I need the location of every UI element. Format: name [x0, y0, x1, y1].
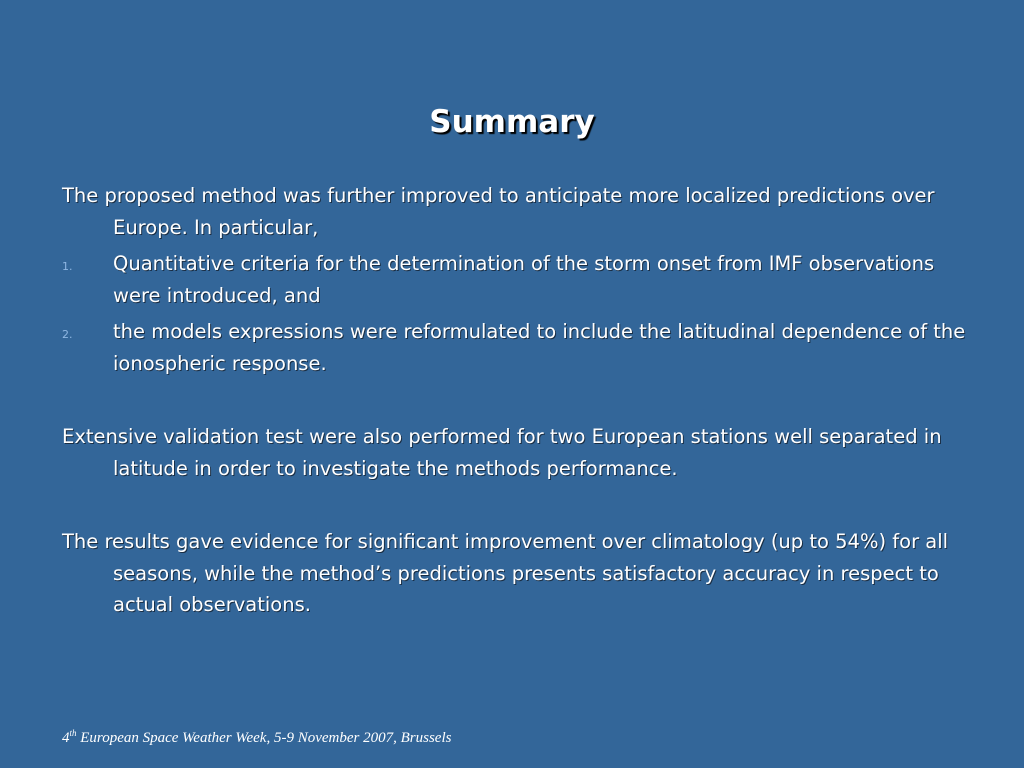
list-number: 2.	[62, 328, 73, 341]
results-paragraph: The results gave evidence for significant improvement over climatology (up to 54%) for all seasons, while the method’s predictions presents satisfactory accuracy in respect to actual observations.	[62, 530, 949, 616]
footer-ordinal-suffix: th	[69, 728, 77, 738]
list-item-text: the models expressions were reformulated to include the latitudinal dependence of the ionospheric response.	[113, 320, 966, 375]
slide-title: Summary	[429, 104, 595, 140]
list-item	[62, 248, 972, 311]
list-item-text: Quantitative criteria for the determination of the storm onset from IMF observations were introduced, and	[113, 252, 935, 307]
list-item	[62, 316, 972, 379]
footer-ordinal-number: 4	[62, 730, 70, 746]
validation-paragraph: Extensive validation test were also performed for two European stations well separated in latitude in order to investigate the methods performance.	[62, 425, 942, 480]
spacer	[62, 484, 972, 526]
slide-footer	[62, 728, 451, 747]
list-number: 1.	[62, 260, 73, 273]
intro-paragraph: The proposed method was further improved to anticipate more localized predictions over Europe. In particular,	[62, 184, 935, 239]
slide-body	[62, 180, 972, 621]
footer-event-text: European Space Weather Week, 5-9 November 2007, Brussels	[76, 730, 452, 746]
spacer	[62, 379, 972, 421]
